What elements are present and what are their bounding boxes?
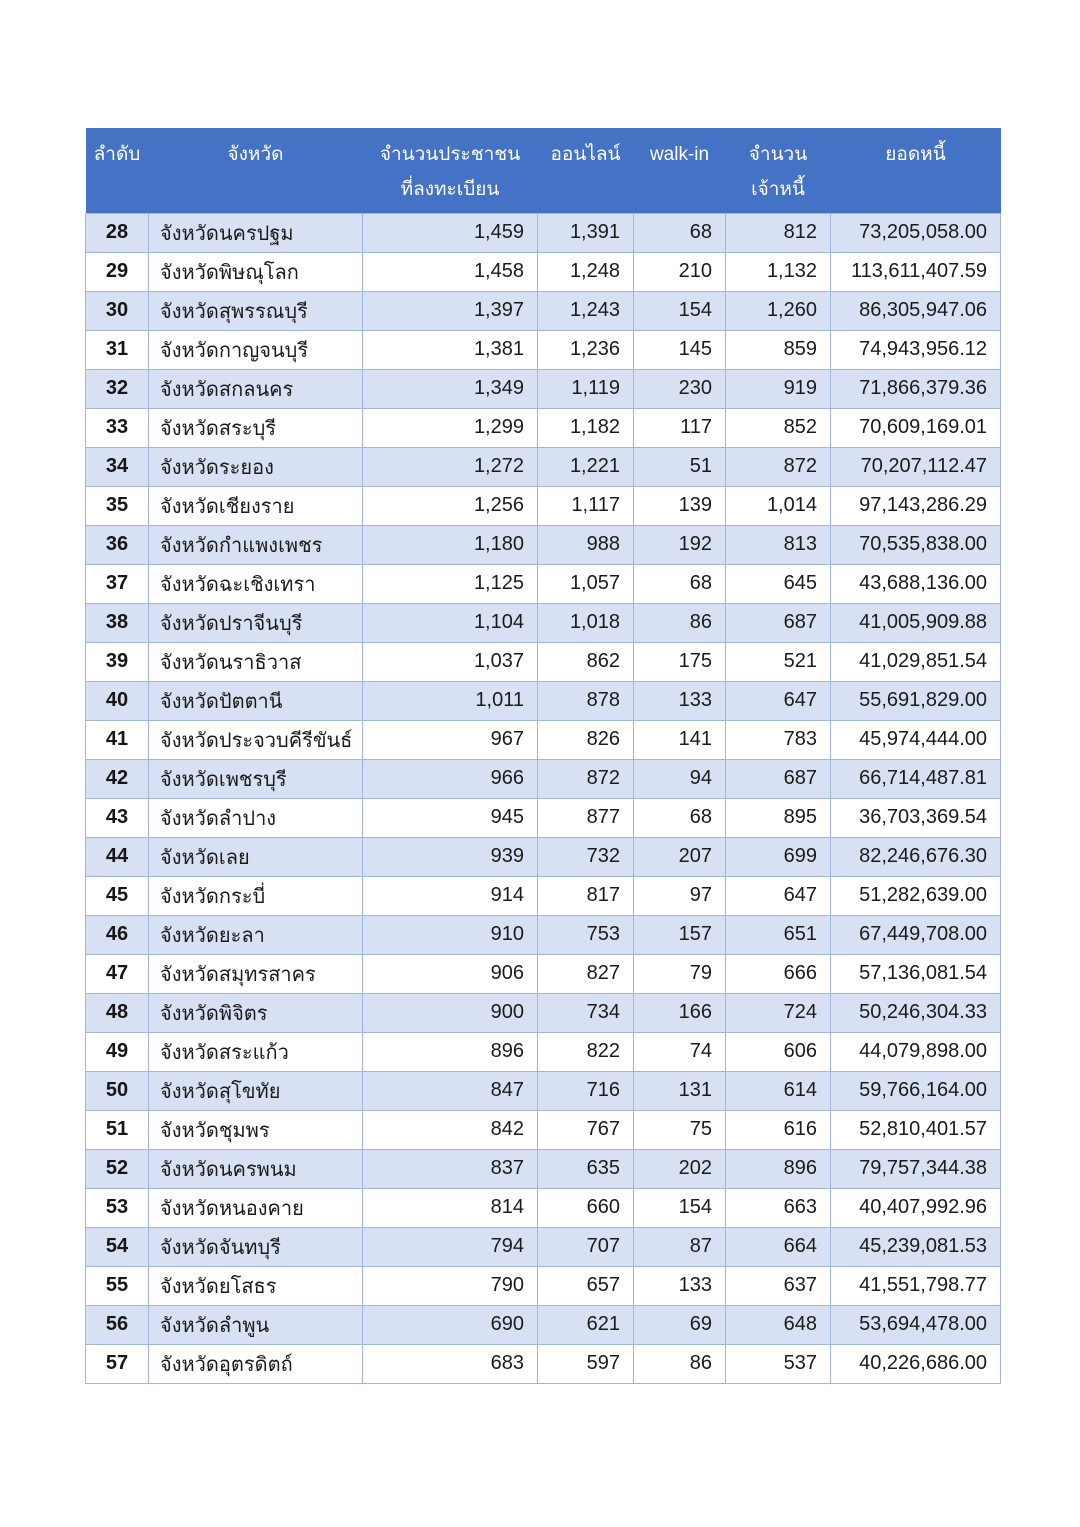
creditors-cell: 813 xyxy=(726,525,831,564)
walkin-cell: 86 xyxy=(634,1344,726,1383)
table-row xyxy=(86,993,1001,1032)
province-cell: จังหวัดนครพนม xyxy=(149,1149,363,1188)
col-header-province xyxy=(149,128,363,213)
creditors-cell: 666 xyxy=(726,954,831,993)
registered-cell: 967 xyxy=(363,720,538,759)
registered-cell: 1,458 xyxy=(363,252,538,291)
debt-cell: 52,810,401.57 xyxy=(831,1110,1001,1149)
creditors-cell: 699 xyxy=(726,837,831,876)
online-cell: 621 xyxy=(538,1305,634,1344)
debt-cell: 79,757,344.38 xyxy=(831,1149,1001,1188)
table-row xyxy=(86,954,1001,993)
debt-cell: 53,694,478.00 xyxy=(831,1305,1001,1344)
creditors-cell: 648 xyxy=(726,1305,831,1344)
creditors-cell: 645 xyxy=(726,564,831,603)
registered-cell: 1,272 xyxy=(363,447,538,486)
online-cell: 734 xyxy=(538,993,634,1032)
debt-cell: 71,866,379.36 xyxy=(831,369,1001,408)
province-cell: จังหวัดนราธิวาส xyxy=(149,642,363,681)
online-cell: 826 xyxy=(538,720,634,759)
registered-cell: 1,125 xyxy=(363,564,538,603)
province-cell: จังหวัดจันทบุรี xyxy=(149,1227,363,1266)
online-cell: 1,119 xyxy=(538,369,634,408)
online-cell: 1,018 xyxy=(538,603,634,642)
table-row xyxy=(86,486,1001,525)
province-cell: จังหวัดกาญจนบุรี xyxy=(149,330,363,369)
online-cell: 1,182 xyxy=(538,408,634,447)
table-row xyxy=(86,291,1001,330)
creditors-cell: 537 xyxy=(726,1344,831,1383)
rank-cell: 28 xyxy=(86,213,149,252)
debt-cell: 55,691,829.00 xyxy=(831,681,1001,720)
header-row xyxy=(86,128,1001,213)
walkin-cell: 68 xyxy=(634,564,726,603)
table-row xyxy=(86,447,1001,486)
rank-cell: 44 xyxy=(86,837,149,876)
rank-cell: 36 xyxy=(86,525,149,564)
debt-cell: 43,688,136.00 xyxy=(831,564,1001,603)
online-cell: 732 xyxy=(538,837,634,876)
rank-cell: 50 xyxy=(86,1071,149,1110)
creditors-cell: 616 xyxy=(726,1110,831,1149)
walkin-cell: 68 xyxy=(634,798,726,837)
debt-cell: 44,079,898.00 xyxy=(831,1032,1001,1071)
province-cell: จังหวัดลำปาง xyxy=(149,798,363,837)
creditors-cell: 606 xyxy=(726,1032,831,1071)
debt-cell: 41,029,851.54 xyxy=(831,642,1001,681)
province-cell: จังหวัดสระบุรี xyxy=(149,408,363,447)
table-row xyxy=(86,1344,1001,1383)
creditors-cell: 724 xyxy=(726,993,831,1032)
col-header-rank xyxy=(86,128,149,213)
rank-cell: 33 xyxy=(86,408,149,447)
rank-cell: 46 xyxy=(86,915,149,954)
province-cell: จังหวัดปัตตานี xyxy=(149,681,363,720)
table-body xyxy=(86,213,1001,1383)
table-row xyxy=(86,1149,1001,1188)
province-debt-table xyxy=(85,128,1001,1384)
creditors-cell: 664 xyxy=(726,1227,831,1266)
col-header-debt-label: ยอดหนี้ xyxy=(885,144,946,165)
table-row xyxy=(86,603,1001,642)
creditors-cell: 647 xyxy=(726,876,831,915)
creditors-cell: 783 xyxy=(726,720,831,759)
debt-cell: 40,226,686.00 xyxy=(831,1344,1001,1383)
table-row xyxy=(86,1227,1001,1266)
rank-cell: 47 xyxy=(86,954,149,993)
debt-cell: 57,136,081.54 xyxy=(831,954,1001,993)
online-cell: 872 xyxy=(538,759,634,798)
table-row xyxy=(86,1266,1001,1305)
registered-cell: 966 xyxy=(363,759,538,798)
col-header-creditors xyxy=(726,128,831,213)
debt-cell: 97,143,286.29 xyxy=(831,486,1001,525)
registered-cell: 1,459 xyxy=(363,213,538,252)
province-cell: จังหวัดสุโขทัย xyxy=(149,1071,363,1110)
online-cell: 1,243 xyxy=(538,291,634,330)
rank-cell: 30 xyxy=(86,291,149,330)
province-cell: จังหวัดสระแก้ว xyxy=(149,1032,363,1071)
province-cell: จังหวัดระยอง xyxy=(149,447,363,486)
online-cell: 635 xyxy=(538,1149,634,1188)
table-row xyxy=(86,369,1001,408)
province-cell: จังหวัดเชียงราย xyxy=(149,486,363,525)
col-header-creditors-label-line2: เจ้าหนี้ xyxy=(751,179,805,200)
rank-cell: 38 xyxy=(86,603,149,642)
table-row xyxy=(86,564,1001,603)
walkin-cell: 141 xyxy=(634,720,726,759)
walkin-cell: 192 xyxy=(634,525,726,564)
online-cell: 862 xyxy=(538,642,634,681)
province-cell: จังหวัดลำพูน xyxy=(149,1305,363,1344)
col-header-province-label: จังหวัด xyxy=(227,144,284,165)
walkin-cell: 154 xyxy=(634,1188,726,1227)
creditors-cell: 1,132 xyxy=(726,252,831,291)
registered-cell: 914 xyxy=(363,876,538,915)
registered-cell: 1,256 xyxy=(363,486,538,525)
table-row xyxy=(86,330,1001,369)
walkin-cell: 75 xyxy=(634,1110,726,1149)
creditors-cell: 614 xyxy=(726,1071,831,1110)
online-cell: 657 xyxy=(538,1266,634,1305)
table-row xyxy=(86,1110,1001,1149)
rank-cell: 34 xyxy=(86,447,149,486)
registered-cell: 945 xyxy=(363,798,538,837)
registered-cell: 906 xyxy=(363,954,538,993)
debt-cell: 67,449,708.00 xyxy=(831,915,1001,954)
online-cell: 817 xyxy=(538,876,634,915)
rank-cell: 51 xyxy=(86,1110,149,1149)
debt-cell: 113,611,407.59 xyxy=(831,252,1001,291)
table-row xyxy=(86,837,1001,876)
table-row xyxy=(86,759,1001,798)
online-cell: 1,391 xyxy=(538,213,634,252)
province-cell: จังหวัดกำแพงเพชร xyxy=(149,525,363,564)
creditors-cell: 859 xyxy=(726,330,831,369)
table-row xyxy=(86,1188,1001,1227)
province-cell: จังหวัดเลย xyxy=(149,837,363,876)
province-cell: จังหวัดพิษณุโลก xyxy=(149,252,363,291)
col-header-registered xyxy=(363,128,538,213)
online-cell: 827 xyxy=(538,954,634,993)
debt-cell: 50,246,304.33 xyxy=(831,993,1001,1032)
table-row xyxy=(86,213,1001,252)
registered-cell: 910 xyxy=(363,915,538,954)
online-cell: 1,057 xyxy=(538,564,634,603)
rank-cell: 56 xyxy=(86,1305,149,1344)
rank-cell: 54 xyxy=(86,1227,149,1266)
debt-cell: 70,535,838.00 xyxy=(831,525,1001,564)
creditors-cell: 687 xyxy=(726,603,831,642)
rank-cell: 39 xyxy=(86,642,149,681)
creditors-cell: 687 xyxy=(726,759,831,798)
debt-cell: 45,239,081.53 xyxy=(831,1227,1001,1266)
rank-cell: 43 xyxy=(86,798,149,837)
rank-cell: 29 xyxy=(86,252,149,291)
online-cell: 822 xyxy=(538,1032,634,1071)
walkin-cell: 145 xyxy=(634,330,726,369)
creditors-cell: 852 xyxy=(726,408,831,447)
table-row xyxy=(86,681,1001,720)
walkin-cell: 207 xyxy=(634,837,726,876)
col-header-online xyxy=(538,128,634,213)
debt-cell: 70,207,112.47 xyxy=(831,447,1001,486)
walkin-cell: 69 xyxy=(634,1305,726,1344)
rank-cell: 32 xyxy=(86,369,149,408)
registered-cell: 842 xyxy=(363,1110,538,1149)
walkin-cell: 202 xyxy=(634,1149,726,1188)
rank-cell: 53 xyxy=(86,1188,149,1227)
province-cell: จังหวัดหนองคาย xyxy=(149,1188,363,1227)
walkin-cell: 68 xyxy=(634,213,726,252)
online-cell: 660 xyxy=(538,1188,634,1227)
debt-cell: 45,974,444.00 xyxy=(831,720,1001,759)
walkin-cell: 133 xyxy=(634,1266,726,1305)
online-cell: 1,117 xyxy=(538,486,634,525)
creditors-cell: 663 xyxy=(726,1188,831,1227)
walkin-cell: 86 xyxy=(634,603,726,642)
debt-cell: 41,005,909.88 xyxy=(831,603,1001,642)
table-row xyxy=(86,798,1001,837)
table-row xyxy=(86,915,1001,954)
table-row xyxy=(86,642,1001,681)
col-header-walkin xyxy=(634,128,726,213)
registered-cell: 814 xyxy=(363,1188,538,1227)
rank-cell: 42 xyxy=(86,759,149,798)
rank-cell: 40 xyxy=(86,681,149,720)
online-cell: 1,221 xyxy=(538,447,634,486)
rank-cell: 52 xyxy=(86,1149,149,1188)
table-row xyxy=(86,720,1001,759)
walkin-cell: 79 xyxy=(634,954,726,993)
debt-cell: 73,205,058.00 xyxy=(831,213,1001,252)
walkin-cell: 74 xyxy=(634,1032,726,1071)
province-cell: จังหวัดปราจีนบุรี xyxy=(149,603,363,642)
walkin-cell: 133 xyxy=(634,681,726,720)
debt-cell: 51,282,639.00 xyxy=(831,876,1001,915)
creditors-cell: 637 xyxy=(726,1266,831,1305)
rank-cell: 48 xyxy=(86,993,149,1032)
creditors-cell: 919 xyxy=(726,369,831,408)
walkin-cell: 210 xyxy=(634,252,726,291)
table-row xyxy=(86,1305,1001,1344)
registered-cell: 896 xyxy=(363,1032,538,1071)
province-cell: จังหวัดสุพรรณบุรี xyxy=(149,291,363,330)
creditors-cell: 1,014 xyxy=(726,486,831,525)
online-cell: 716 xyxy=(538,1071,634,1110)
registered-cell: 683 xyxy=(363,1344,538,1383)
registered-cell: 837 xyxy=(363,1149,538,1188)
debt-cell: 40,407,992.96 xyxy=(831,1188,1001,1227)
walkin-cell: 94 xyxy=(634,759,726,798)
registered-cell: 690 xyxy=(363,1305,538,1344)
col-header-rank-label: ลำดับ xyxy=(93,144,141,165)
walkin-cell: 117 xyxy=(634,408,726,447)
province-cell: จังหวัดประจวบคีรีขันธ์ xyxy=(149,720,363,759)
online-cell: 597 xyxy=(538,1344,634,1383)
registered-cell: 847 xyxy=(363,1071,538,1110)
registered-cell: 1,037 xyxy=(363,642,538,681)
walkin-cell: 97 xyxy=(634,876,726,915)
registered-cell: 939 xyxy=(363,837,538,876)
col-header-online-label: ออนไลน์ xyxy=(550,144,621,165)
online-cell: 767 xyxy=(538,1110,634,1149)
walkin-cell: 166 xyxy=(634,993,726,1032)
registered-cell: 1,349 xyxy=(363,369,538,408)
debt-cell: 74,943,956.12 xyxy=(831,330,1001,369)
creditors-cell: 812 xyxy=(726,213,831,252)
col-header-registered-label-line1: จำนวนประชาชน xyxy=(379,144,521,165)
walkin-cell: 131 xyxy=(634,1071,726,1110)
walkin-cell: 175 xyxy=(634,642,726,681)
table-row xyxy=(86,408,1001,447)
rank-cell: 57 xyxy=(86,1344,149,1383)
province-cell: จังหวัดสมุทรสาคร xyxy=(149,954,363,993)
province-cell: จังหวัดยโสธร xyxy=(149,1266,363,1305)
creditors-cell: 647 xyxy=(726,681,831,720)
province-cell: จังหวัดอุตรดิตถ์ xyxy=(149,1344,363,1383)
creditors-cell: 896 xyxy=(726,1149,831,1188)
creditors-cell: 872 xyxy=(726,447,831,486)
rank-cell: 55 xyxy=(86,1266,149,1305)
creditors-cell: 521 xyxy=(726,642,831,681)
col-header-creditors-label-line1: จำนวน xyxy=(748,144,808,165)
walkin-cell: 87 xyxy=(634,1227,726,1266)
table-row xyxy=(86,252,1001,291)
registered-cell: 790 xyxy=(363,1266,538,1305)
province-cell: จังหวัดชุมพร xyxy=(149,1110,363,1149)
province-cell: จังหวัดพิจิตร xyxy=(149,993,363,1032)
province-cell: จังหวัดสกลนคร xyxy=(149,369,363,408)
rank-cell: 35 xyxy=(86,486,149,525)
walkin-cell: 230 xyxy=(634,369,726,408)
registered-cell: 794 xyxy=(363,1227,538,1266)
registered-cell: 1,104 xyxy=(363,603,538,642)
table-row xyxy=(86,525,1001,564)
online-cell: 878 xyxy=(538,681,634,720)
col-header-walkin-label: walk-in xyxy=(649,144,710,165)
creditors-cell: 651 xyxy=(726,915,831,954)
col-header-debt xyxy=(831,128,1001,213)
online-cell: 1,248 xyxy=(538,252,634,291)
table-row xyxy=(86,1071,1001,1110)
registered-cell: 1,381 xyxy=(363,330,538,369)
walkin-cell: 139 xyxy=(634,486,726,525)
debt-cell: 59,766,164.00 xyxy=(831,1071,1001,1110)
province-cell: จังหวัดนครปฐม xyxy=(149,213,363,252)
online-cell: 753 xyxy=(538,915,634,954)
debt-cell: 70,609,169.01 xyxy=(831,408,1001,447)
rank-cell: 45 xyxy=(86,876,149,915)
debt-cell: 66,714,487.81 xyxy=(831,759,1001,798)
debt-cell: 82,246,676.30 xyxy=(831,837,1001,876)
debt-cell: 86,305,947.06 xyxy=(831,291,1001,330)
online-cell: 707 xyxy=(538,1227,634,1266)
rank-cell: 41 xyxy=(86,720,149,759)
registered-cell: 1,011 xyxy=(363,681,538,720)
debt-cell: 36,703,369.54 xyxy=(831,798,1001,837)
table-row xyxy=(86,876,1001,915)
province-cell: จังหวัดฉะเชิงเทรา xyxy=(149,564,363,603)
walkin-cell: 51 xyxy=(634,447,726,486)
walkin-cell: 157 xyxy=(634,915,726,954)
online-cell: 877 xyxy=(538,798,634,837)
creditors-cell: 895 xyxy=(726,798,831,837)
creditors-cell: 1,260 xyxy=(726,291,831,330)
rank-cell: 37 xyxy=(86,564,149,603)
debt-cell: 41,551,798.77 xyxy=(831,1266,1001,1305)
registered-cell: 1,397 xyxy=(363,291,538,330)
col-header-registered-label-line2: ที่ลงทะเบียน xyxy=(400,179,500,200)
rank-cell: 31 xyxy=(86,330,149,369)
walkin-cell: 154 xyxy=(634,291,726,330)
province-cell: จังหวัดเพชรบุรี xyxy=(149,759,363,798)
online-cell: 988 xyxy=(538,525,634,564)
online-cell: 1,236 xyxy=(538,330,634,369)
province-cell: จังหวัดยะลา xyxy=(149,915,363,954)
registered-cell: 900 xyxy=(363,993,538,1032)
registered-cell: 1,180 xyxy=(363,525,538,564)
rank-cell: 49 xyxy=(86,1032,149,1071)
province-cell: จังหวัดกระบี่ xyxy=(149,876,363,915)
table-row xyxy=(86,1032,1001,1071)
registered-cell: 1,299 xyxy=(363,408,538,447)
